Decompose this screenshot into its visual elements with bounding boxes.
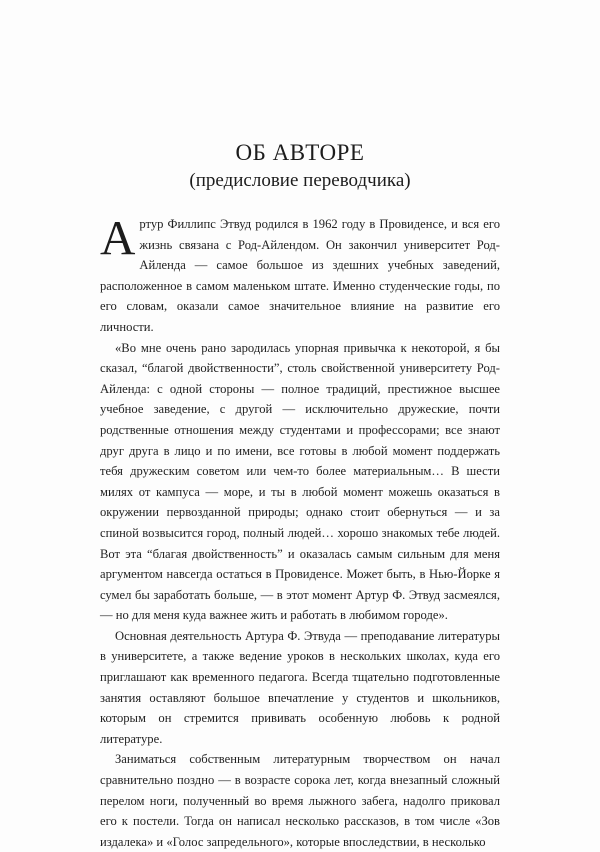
body-text (100, 210, 500, 852)
page-title: ОБ АВТОРЕ (235, 140, 365, 165)
drop-cap: А (100, 210, 136, 265)
page-subtitle: (предисловие переводчика) (189, 170, 411, 191)
paragraph-3: Основная деятельность Артура Ф. Этвуда — преподавание литературы в университете, а также ведение уроков в нескольких школах, куда его приглашают как временного педагога. Всегда тщательно подготовленные занятия оставляют большое впечатление у студентов и школьников, которым он стремится прививать особенную любовь к родной литературе. (100, 628, 500, 746)
paragraph-4: Заниматься собственным литературным творчеством он начал сравнительно поздно — в возрасте сорока лет, когда внезапный сложный перелом ноги, полученный во время лыжного забега, надолго приковал его к постели. Тогда он написал несколько рассказов, в том числе «Зов издалека» и «Голос запредельного», которые впоследствии, в несколько (100, 752, 500, 849)
paragraph-2: «Во мне очень рано зародилась упорная привычка к некоторой, я бы сказал, “благой двойственности”, столь свойственной университету Род-Айленда: с одной стороны — полное традиций, престижное высшее учебное заведение, с другой — исключительно дружеские, почти родственные отношения между студентами и профессорами; все знают друг друга в лицо и по имени, все готовы в любой момент поддержать тебя дружеским советом или чем-то более материальным… В шести милях от кампуса — море, и ты в любой момент можешь оказаться в окружении первозданной природы; однако стоит обернуться — и за спиной возвысится город, полный людей… хорошо знакомых тебе людей. Вот эта “благая двойственность” и оказалась самым сильным для меня аргументом навсегда остаться в Провиденсе. Может быть, в Нью-Йорке я сумел бы заработать больше, — в этот момент Артур Ф. Этвуд засмеялся, — но для меня куда важнее жить и работать в любимом городе». (100, 340, 500, 623)
paragraph-1 (100, 210, 500, 338)
paragraph-1-text: ртур Филлипс Этвуд родился в 1962 году в Провиденсе, и вся его жизнь связана с Род-Айлендом. Он закончил университет Род-Айленда — самое большое из здешних учебных заведений, расположенное в самом маленьком штате. Именно студенческие годы, по его словам, оказали самое значительное влияние на развитие его личности. (100, 217, 500, 334)
